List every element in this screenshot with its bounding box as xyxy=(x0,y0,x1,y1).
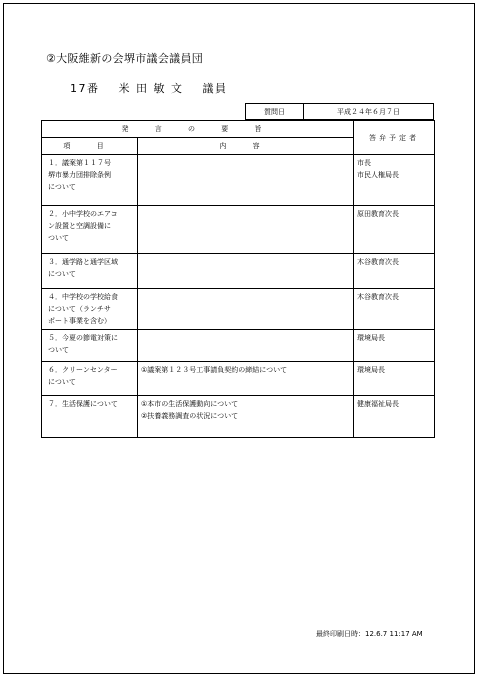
responder-cell xyxy=(354,289,435,330)
responder-cell-line: 木谷教育次長 xyxy=(357,258,399,266)
item-cell-line: ３．通学路と通学区域 xyxy=(48,258,118,266)
content-header: 内 容 xyxy=(138,138,354,155)
table-row xyxy=(42,396,435,438)
responder-cell-line: 原田教育次長 xyxy=(357,210,399,218)
responder-cell-line: 環境局長 xyxy=(357,334,385,342)
table-row xyxy=(42,155,435,206)
content-cell xyxy=(138,289,354,330)
content-cell xyxy=(138,155,354,206)
member-title xyxy=(70,80,242,96)
content-cell-line: ②扶養義務調査の状況について xyxy=(141,412,239,420)
question-date-label: 質問日 xyxy=(246,104,304,119)
item-cell xyxy=(42,330,138,362)
item-cell-line: ン設置と空調設備に xyxy=(48,222,111,230)
item-cell xyxy=(42,206,138,254)
responder-header: 答弁予定者 xyxy=(354,121,435,155)
responder-cell xyxy=(354,330,435,362)
responder-cell xyxy=(354,155,435,206)
item-cell xyxy=(42,289,138,330)
item-cell-line: について（ランチサ xyxy=(48,305,111,313)
item-cell xyxy=(42,155,138,206)
table-header-row-1 xyxy=(42,121,435,138)
item-cell xyxy=(42,362,138,396)
content-cell-line: ①議案第１２３号工事請負契約の締結について xyxy=(141,366,288,374)
responder-cell-line: 市長 xyxy=(357,159,371,167)
item-cell-line: 堺市暴力団排除条例 xyxy=(48,171,111,179)
responder-cell-line: 健康福祉局長 xyxy=(357,400,399,408)
question-date-value: 平成２４年６月７日 xyxy=(337,107,400,116)
item-cell-line: ４．中学校の学校給食 xyxy=(48,293,118,301)
responder-cell-line: 環境局長 xyxy=(357,366,385,374)
content-cell xyxy=(138,330,354,362)
item-cell-line: ついて xyxy=(48,346,69,354)
item-cell-line: ついて xyxy=(48,234,69,242)
member-role: 議員 xyxy=(202,82,228,95)
print-timestamp: 最終印刷日時：12.6.7 11:17 AM xyxy=(316,630,423,638)
summary-header: 発 言 の 要 旨 xyxy=(42,121,354,138)
member-name: 米 田 敏 文 xyxy=(118,82,184,95)
responder-cell xyxy=(354,206,435,254)
table-row xyxy=(42,330,435,362)
question-table xyxy=(41,120,435,438)
item-cell-line: ７．生活保護について xyxy=(48,400,118,408)
item-cell xyxy=(42,396,138,438)
item-cell xyxy=(42,254,138,289)
item-cell-line: について xyxy=(48,183,76,191)
responder-cell xyxy=(354,362,435,396)
item-cell-line: １．議案第１１７号 xyxy=(48,159,111,167)
table-row xyxy=(42,362,435,396)
content-cell-line: ①本市の生活保護動向について xyxy=(141,400,239,408)
content-cell xyxy=(138,254,354,289)
content-cell xyxy=(138,396,354,438)
item-cell-line: ２．小中学校のエアコ xyxy=(48,210,118,218)
responder-cell-line: 市民人権局長 xyxy=(357,171,399,179)
item-cell-line: ポート事業を含む） xyxy=(48,317,111,325)
item-header: 項 目 xyxy=(42,138,138,155)
table-row xyxy=(42,289,435,330)
item-cell-line: について xyxy=(48,378,76,386)
member-number: 17番 xyxy=(70,82,100,95)
responder-cell-line: 木谷教育次長 xyxy=(357,293,399,301)
item-cell-line: ５．今夏の節電対策に xyxy=(48,334,118,342)
responder-cell xyxy=(354,254,435,289)
responder-cell xyxy=(354,396,435,438)
question-date-box xyxy=(245,103,434,120)
content-cell xyxy=(138,362,354,396)
table-row xyxy=(42,206,435,254)
content-cell xyxy=(138,206,354,254)
table-row xyxy=(42,254,435,289)
group-title: ②大阪維新の会堺市議会議員団 xyxy=(46,52,204,65)
item-cell-line: について xyxy=(48,270,76,278)
item-cell-line: ６．クリーンセンター xyxy=(48,366,118,374)
